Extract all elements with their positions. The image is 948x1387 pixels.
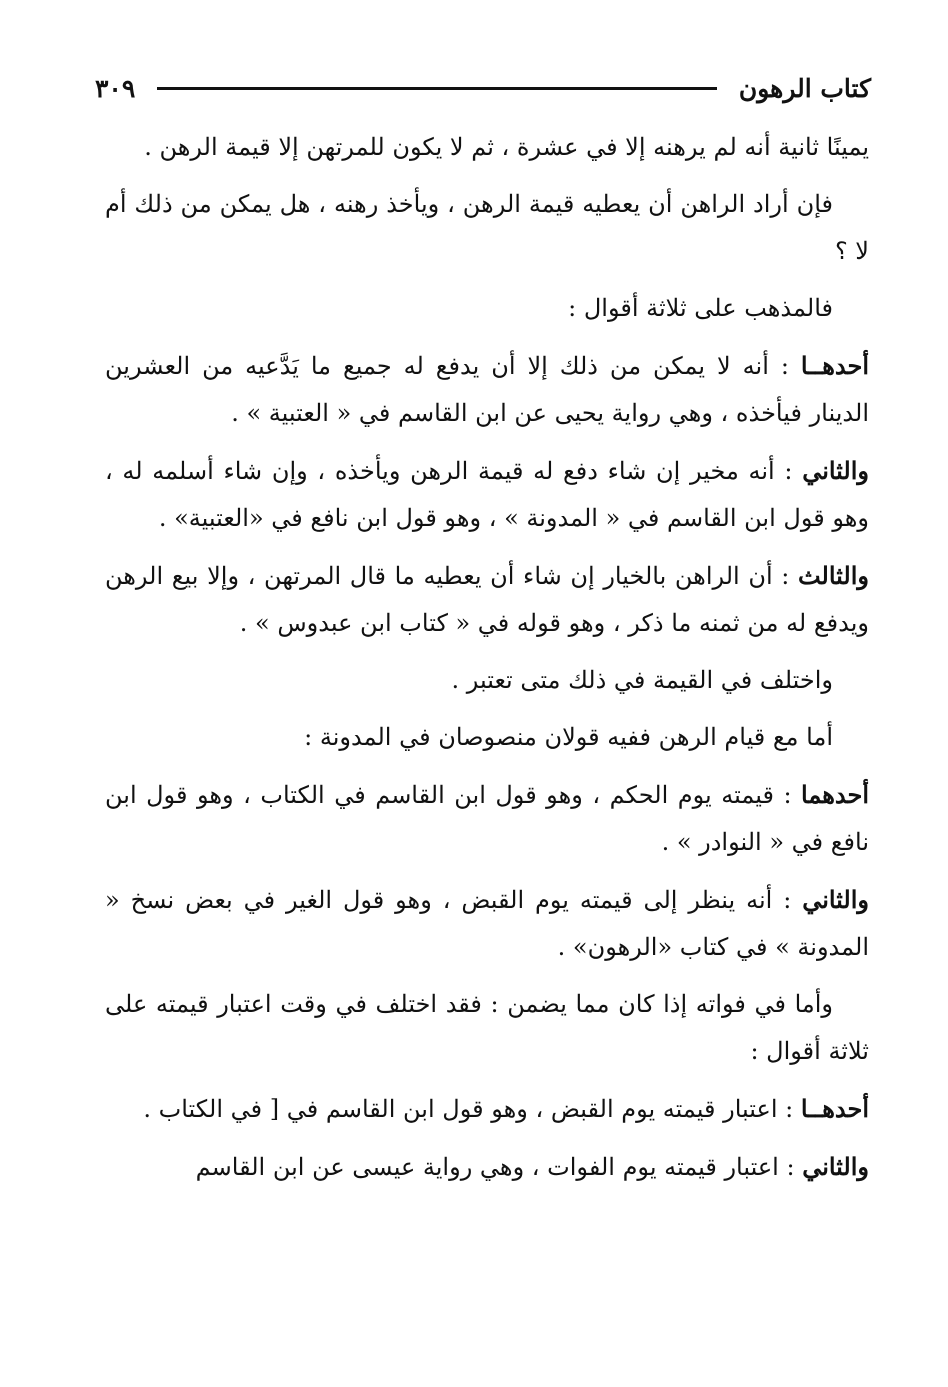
paragraph-text: : أنه ينظر إلى قيمته يوم القبض ، وهو قول الغير في بعض نسخ « المدونة » في كتاب «الرهون» . (105, 886, 869, 961)
header-rule (157, 87, 717, 90)
paragraph-lead: أحدهما (801, 780, 869, 809)
paragraph (105, 876, 869, 971)
paragraph-lead: أحدهــا (800, 1094, 869, 1123)
paragraph-text: : أنه لا يمكن من ذلك إلا أن يدفع له جميع ما يَدَّعيه من العشرين الدينار فيأخذه ، وهي رواية يحيى عن ابن القاسم في « العتبية » . (105, 352, 869, 427)
paragraph-lead: والثالث (797, 561, 869, 590)
paragraph (105, 285, 869, 332)
page-header (95, 66, 871, 110)
paragraph (105, 342, 869, 437)
paragraph-text: أما مع قيام الرهن ففيه قولان منصوصان في المدونة : (304, 723, 833, 751)
paragraph-text: : اعتبار قيمته يوم الفوات ، وهي رواية عيسى عن ابن القاسم (195, 1153, 803, 1181)
paragraph (105, 181, 869, 275)
paragraph-text: فالمذهب على ثلاثة أقوال : (568, 294, 833, 322)
paragraph (105, 714, 869, 761)
paragraph-text: : أنه مخير إن شاء دفع له قيمة الرهن ويأخذه ، وإن شاء أسلمه له ، وهو قول ابن القاسم في « المدونة » ، وهو قول ابن نافع في «العتبية» . (105, 457, 869, 532)
paragraph-lead: والثاني (802, 456, 869, 485)
paragraph-text: وأما في فواته إذا كان مما يضمن : فقد اختلف في وقت اعتبار قيمته على ثلاثة أقوال : (105, 990, 869, 1065)
paragraph-text: : أن الراهن بالخيار إن شاء أن يعطيه ما قال المرتهن ، وإلا بيع الرهن ويدفع له من ثمنه ما ذكر ، وهو قوله في « كتاب ابن عبدوس » . (105, 562, 869, 637)
paragraph-lead: والثاني (802, 885, 869, 914)
paragraph-text: : قيمته يوم الحكم ، وهو قول ابن القاسم في الكتاب ، وهو قول ابن نافع في « النوادر » . (105, 781, 869, 856)
paragraph-text: يمينًا ثانية أنه لم يرهنه إلا في عشرة ، ثم لا يكون للمرتهن إلا قيمة الرهن . (144, 133, 869, 161)
paragraph (105, 1085, 869, 1133)
paragraph (105, 447, 869, 542)
paragraph (105, 657, 869, 704)
paragraph-text: واختلف في القيمة في ذلك متى تعتبر . (451, 666, 833, 694)
page-number: ٣٠٩ (95, 73, 136, 103)
paragraph (105, 124, 869, 171)
chapter-title: كتاب الرهون (738, 73, 871, 103)
paragraph-lead: أحدهــا (800, 351, 869, 380)
paragraph-lead: والثاني (802, 1152, 869, 1181)
paragraph (105, 1143, 869, 1191)
paragraph (105, 981, 869, 1075)
paragraph-text: فإن أراد الراهن أن يعطيه قيمة الرهن ، ويأخذ رهنه ، هل يمكن من ذلك أم لا ؟ (105, 190, 869, 265)
paragraph (105, 771, 869, 866)
paragraph (105, 552, 869, 647)
paragraph-text: : اعتبار قيمته يوم القبض ، وهو قول ابن القاسم في [ في الكتاب . (143, 1095, 801, 1123)
page-body (105, 124, 869, 1201)
